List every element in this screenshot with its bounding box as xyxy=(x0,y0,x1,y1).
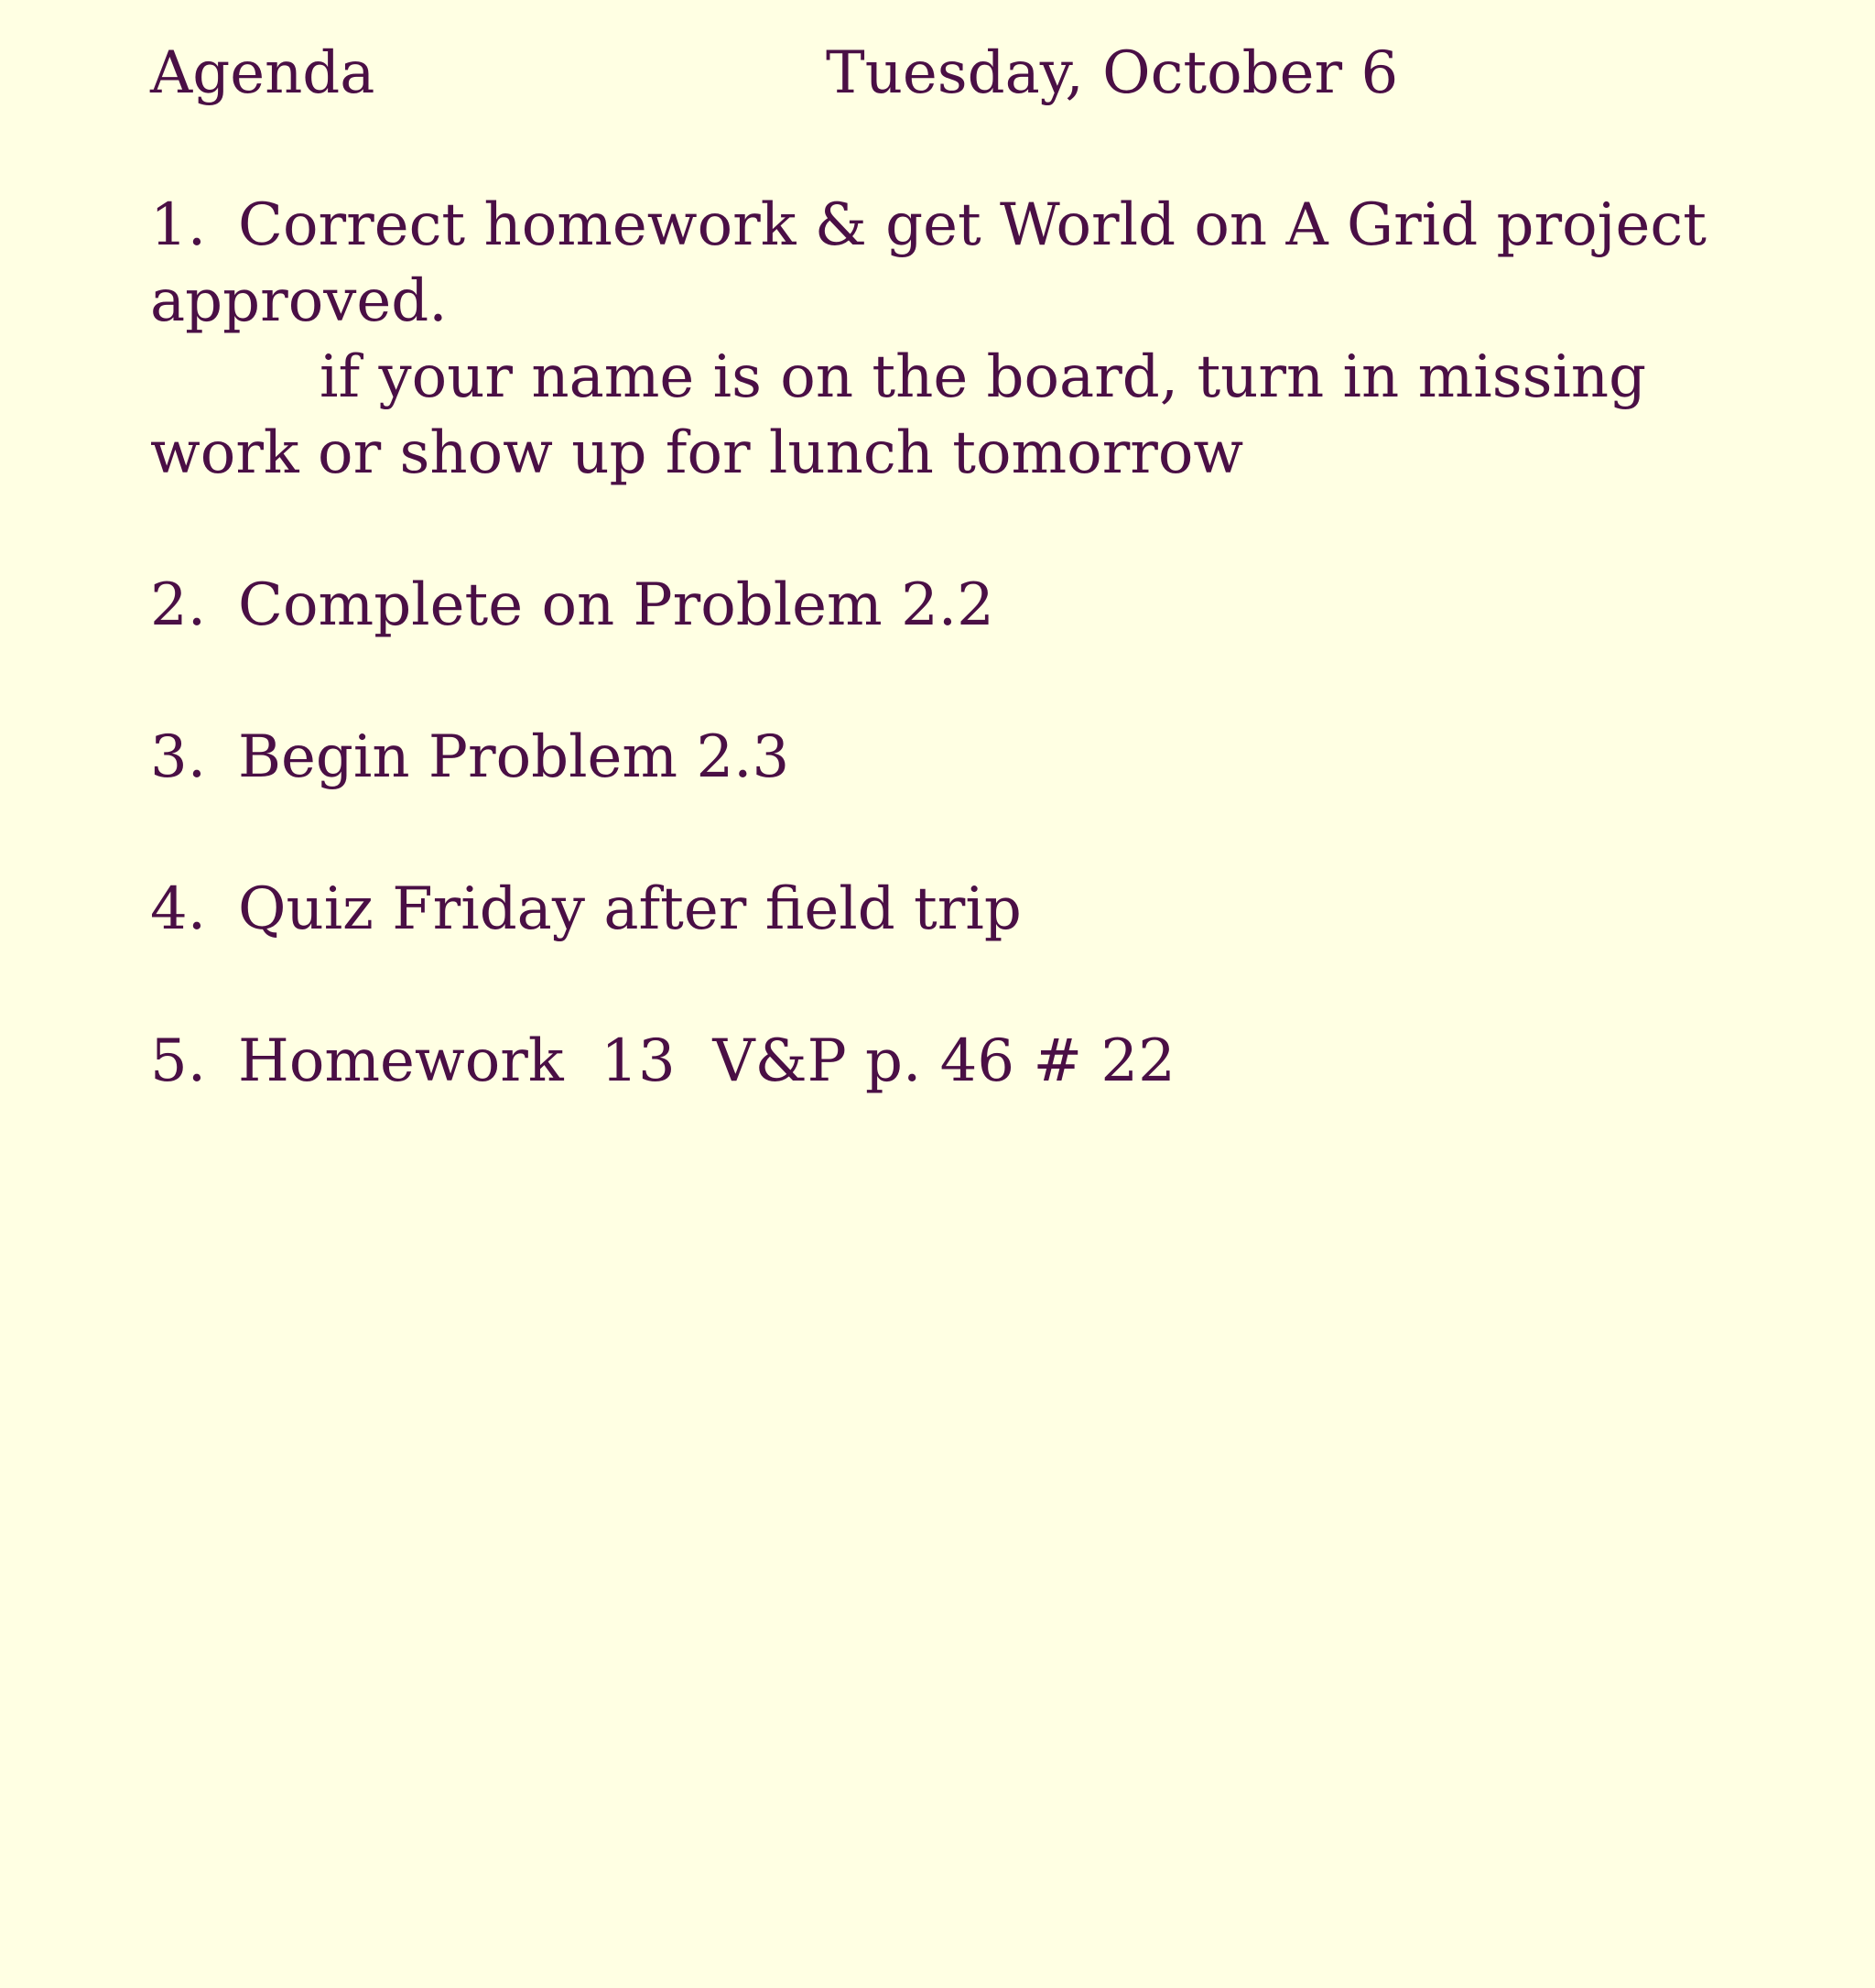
agenda-item-number: 1. xyxy=(150,191,207,259)
agenda-item-1 xyxy=(150,188,1734,492)
agenda-item-text: Complete on Problem 2.2 xyxy=(238,571,994,639)
agenda-item-note: if your name is on the board, turn in missing work or show up for lunch tomorrow xyxy=(150,343,1647,487)
agenda-item-3 xyxy=(150,720,1734,796)
agenda-item-5 xyxy=(150,1024,1734,1100)
agenda-item-text: Quiz Friday after field trip xyxy=(238,875,1022,943)
agenda-item-number: 4. xyxy=(150,875,207,943)
agenda-title: Agenda xyxy=(150,39,375,107)
agenda-item-number: 5. xyxy=(150,1027,207,1095)
agenda-item-text: Homework 13 V&P p. 46 # 22 xyxy=(238,1027,1176,1095)
agenda-item-number: 2. xyxy=(150,571,207,639)
agenda-item-4 xyxy=(150,872,1734,948)
agenda-date: Tuesday, October 6 xyxy=(826,39,1399,107)
agenda-item-2 xyxy=(150,568,1734,644)
agenda-item-text: Begin Problem 2.3 xyxy=(238,723,790,791)
agenda-item-number: 3. xyxy=(150,723,207,791)
agenda-item-text: Correct homework & get World on A Grid project approved. xyxy=(150,191,1707,335)
